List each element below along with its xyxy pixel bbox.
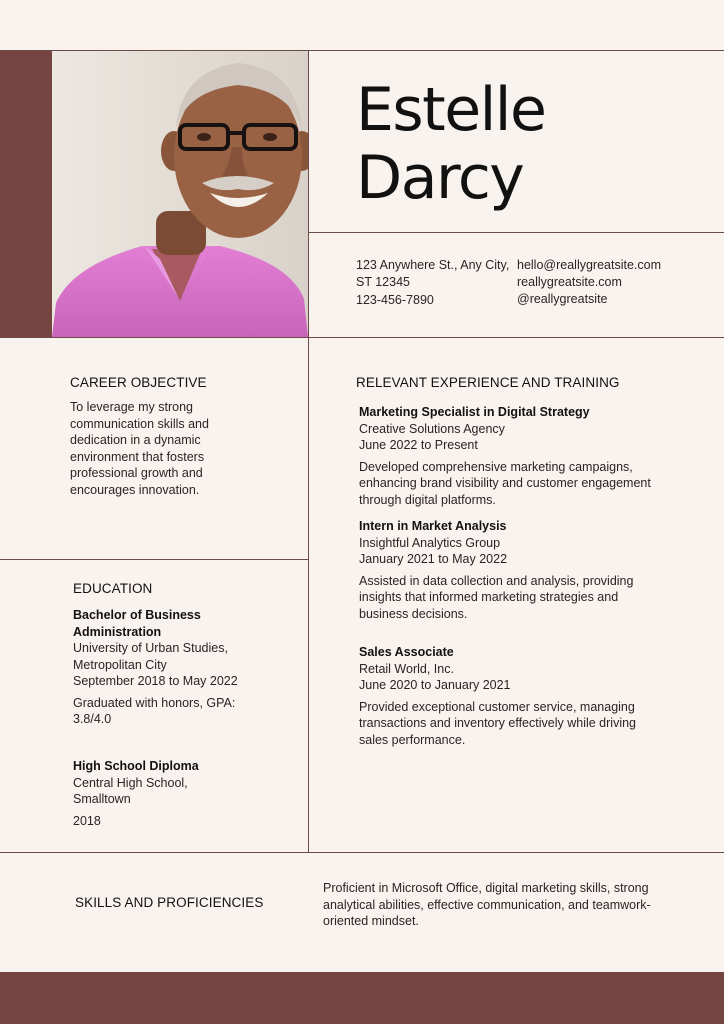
address-line-2: ST 12345 [356, 275, 410, 289]
degree-year: 2018 [73, 813, 101, 828]
contact-address-block [356, 257, 516, 309]
email: hello@reallygreatsite.com [517, 258, 662, 272]
objective-line: encourages innovation. [70, 482, 200, 497]
candidate-name [356, 76, 706, 212]
experience-item [359, 644, 659, 748]
degree-name: High School Diploma [73, 759, 199, 773]
experience-item [359, 404, 659, 508]
education-item [73, 607, 293, 728]
school-line: Metropolitan City [73, 657, 167, 672]
job-dates: January 2021 to May 2022 [359, 552, 508, 566]
skills-top-rule [0, 852, 724, 853]
objective-line: communication skills and [70, 416, 209, 431]
job-description [359, 699, 659, 749]
objective-line: environment that fosters [70, 449, 205, 464]
experience-item [359, 518, 659, 622]
footer-band [0, 972, 724, 1024]
skills-title: SKILLS AND PROFICIENCIES [75, 895, 264, 910]
skills-line: oriented mindset. [323, 914, 419, 928]
description-line: Developed comprehensive marketing campaigns, [359, 459, 633, 474]
job-company: Retail World, Inc. [359, 661, 454, 676]
description-line: business decisions. [359, 606, 468, 621]
school-line: University of Urban Studies, [73, 641, 228, 655]
header-bottom-rule [0, 337, 724, 338]
degree-note-line: 3.8/4.0 [73, 712, 112, 726]
description-line: transactions and inventory effectively while driving [359, 716, 636, 730]
objective-education-divider [0, 559, 308, 560]
description-line: Provided exceptional customer service, managing [359, 699, 635, 714]
job-description [359, 459, 659, 509]
school-line: Central High School, [73, 775, 188, 790]
degree-name-line: Bachelor of Business [73, 608, 201, 622]
objective-line: dedication in a dynamic [70, 433, 201, 447]
job-company: Insightful Analytics Group [359, 535, 501, 550]
job-dates: June 2022 to Present [359, 438, 478, 452]
job-role: Marketing Specialist in Digital Strategy [359, 405, 590, 419]
skills-text [323, 880, 703, 930]
career-objective-title: CAREER OBJECTIVE [70, 375, 207, 390]
job-role: Sales Associate [359, 645, 454, 659]
objective-line: To leverage my strong [70, 400, 193, 414]
skills-line: analytical abilities, effective communication, and teamwork- [323, 897, 651, 912]
description-line: insights that informed marketing strategies and [359, 590, 619, 604]
last-name: Darcy [356, 143, 524, 213]
school-line: Smalltown [73, 792, 131, 806]
phone: 123-456-7890 [356, 293, 434, 307]
career-objective-text [70, 399, 290, 498]
portrait-illustration [52, 51, 308, 337]
job-dates: June 2020 to January 2021 [359, 678, 511, 692]
first-name: Estelle [356, 75, 546, 145]
description-line: Assisted in data collection and analysis, providing [359, 573, 634, 588]
column-divider [308, 50, 309, 852]
address-line-1: 123 Anywhere St., Any City, [356, 258, 510, 272]
degree-dates: September 2018 to May 2022 [73, 674, 238, 688]
accent-strip [0, 51, 52, 337]
degree-name-line: Administration [73, 624, 162, 639]
job-role: Intern in Market Analysis [359, 519, 507, 533]
experience-title: RELEVANT EXPERIENCE AND TRAINING [356, 375, 620, 390]
description-line: sales performance. [359, 732, 466, 747]
education-item [73, 758, 293, 829]
education-title: EDUCATION [73, 581, 153, 596]
description-line: through digital platforms. [359, 492, 496, 507]
website: reallygreatsite.com [517, 275, 622, 289]
job-company: Creative Solutions Agency [359, 421, 505, 436]
portrait-photo [52, 51, 308, 337]
job-description [359, 573, 659, 623]
social-handle: @reallygreatsite [517, 292, 608, 306]
skills-line: Proficient in Microsoft Office, digital marketing skills, strong [323, 881, 649, 895]
description-line: enhancing brand visibility and customer engagement [359, 476, 651, 490]
objective-line: professional growth and [70, 466, 203, 480]
name-contact-divider [308, 232, 724, 233]
contact-online-block [517, 257, 717, 308]
degree-note-line: Graduated with honors, GPA: [73, 695, 236, 710]
